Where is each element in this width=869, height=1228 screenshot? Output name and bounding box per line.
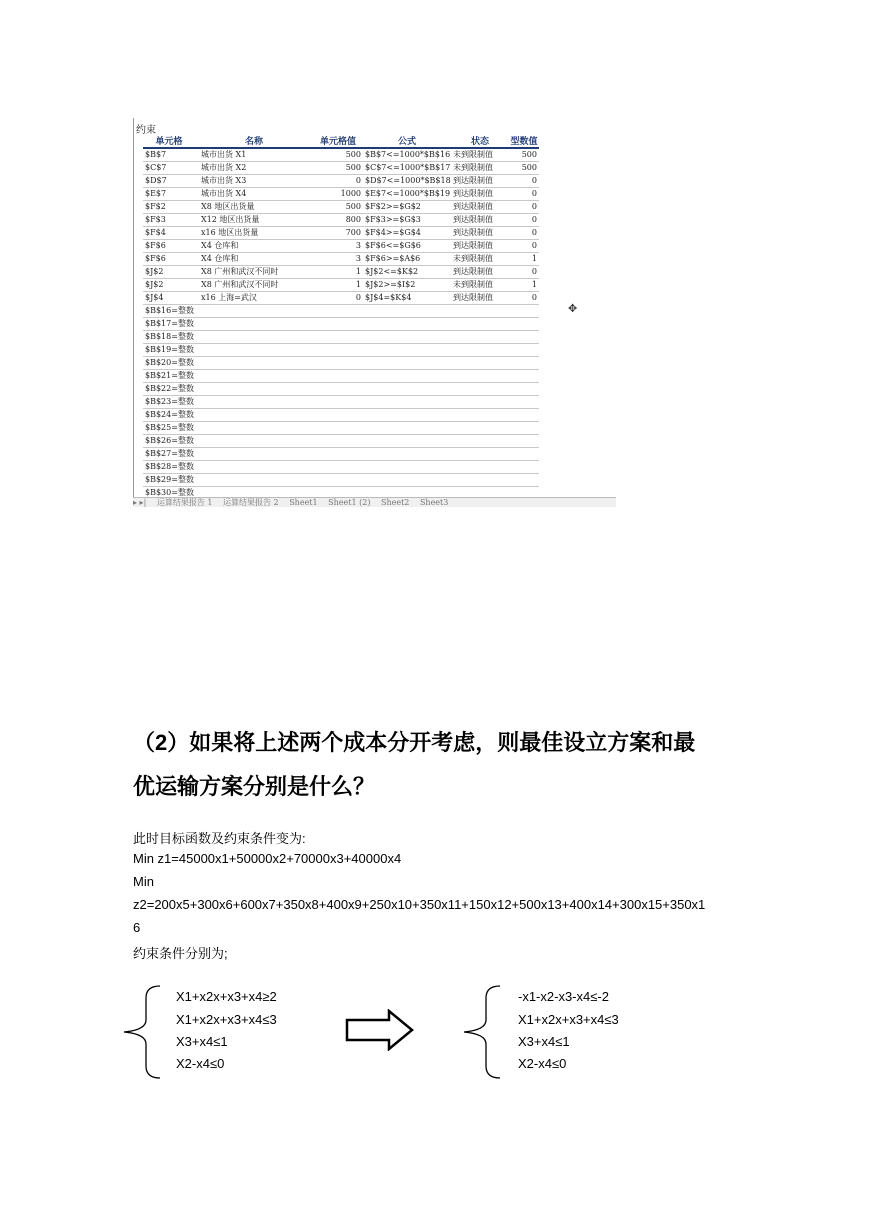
move-cursor-icon: ✥	[568, 303, 578, 315]
cell-status: 到达限制值	[451, 292, 509, 305]
sheet-tab-bar[interactable]	[133, 497, 616, 507]
sheet-row-header-edge	[133, 118, 134, 498]
cell-value: 1	[313, 266, 363, 279]
table-row	[143, 474, 539, 487]
col-header-cell: 单元格	[143, 134, 195, 148]
cell-status: 未到限制值	[451, 253, 509, 266]
cell-formula: $J$2<=$K$2	[363, 266, 451, 279]
sheet-tab[interactable]: 运算结果报告 2	[223, 498, 279, 507]
left-brace-icon	[120, 984, 164, 1080]
intro-text: 此时目标函数及约束条件变为:	[133, 831, 306, 846]
cell-formula: $F$2>=$G$2	[363, 201, 451, 214]
table-row	[143, 266, 539, 279]
cell-name: 城市出货 X4	[195, 188, 313, 201]
cell-ref: $F$2	[143, 201, 195, 214]
cell-slack: 0	[509, 188, 539, 201]
cell-formula: $F$3>=$G$3	[363, 214, 451, 227]
cell-formula: $J$4=$K$4	[363, 292, 451, 305]
left-constraint-4: X2-x4≤0	[176, 1056, 225, 1071]
sheet-tab[interactable]: Sheet3	[419, 498, 449, 507]
sheet-tab[interactable]: Sheet2	[380, 498, 410, 507]
right-constraint-2: X1+x2x+x3+x4≤3	[518, 1012, 619, 1027]
cell-value: 0	[313, 292, 363, 305]
cell-name: 城市出货 X2	[195, 162, 313, 175]
cell-name: X8 广州和武汉不同时	[195, 279, 313, 292]
cell-value: 800	[313, 214, 363, 227]
cell-status: 未到限制值	[451, 279, 509, 292]
integer-constraint: $B$26=整数	[143, 435, 539, 448]
question-heading-line-2: 优运输方案分别是什么？	[133, 774, 376, 799]
table-row	[143, 292, 539, 305]
constraints-label: 约束条件分别为;	[133, 946, 228, 961]
cell-formula: $F$6>=$A$6	[363, 253, 451, 266]
table-row	[143, 201, 539, 214]
cell-ref: $C$7	[143, 162, 195, 175]
table-row	[143, 422, 539, 435]
cell-name: X4 仓库和	[195, 240, 313, 253]
cell-value: 3	[313, 253, 363, 266]
table-header-row	[143, 134, 539, 148]
cell-value: 1	[313, 279, 363, 292]
table-row	[143, 331, 539, 344]
cell-ref: $J$4	[143, 292, 195, 305]
table-row	[143, 279, 539, 292]
cell-slack: 0	[509, 175, 539, 188]
sheet-title: 约束	[136, 125, 156, 136]
cell-slack: 1	[509, 253, 539, 266]
cell-slack: 0	[509, 214, 539, 227]
integer-constraint: $B$20=整数	[143, 357, 539, 370]
table-row	[143, 370, 539, 383]
objective-z1: Min z1=45000x1+50000x2+70000x3+40000x4	[133, 851, 402, 866]
cell-status: 到达限制值	[451, 266, 509, 279]
table-row	[143, 448, 539, 461]
col-header-slack: 型数值	[509, 134, 539, 148]
table-row	[143, 409, 539, 422]
cell-name: 城市出货 X3	[195, 175, 313, 188]
cell-value: 1000	[313, 188, 363, 201]
left-constraint-3: X3+x4≤1	[176, 1034, 228, 1049]
table-row	[143, 305, 539, 318]
col-header-status: 状态	[451, 134, 509, 148]
cell-slack: 1	[509, 279, 539, 292]
cell-ref: $J$2	[143, 279, 195, 292]
right-brace-icon	[460, 984, 504, 1080]
cell-slack: 0	[509, 201, 539, 214]
cell-ref: $F$6	[143, 240, 195, 253]
cell-slack: 0	[509, 240, 539, 253]
cell-ref: $D$7	[143, 175, 195, 188]
cell-formula: $B$7<=1000*$B$16	[363, 148, 451, 162]
right-constraint-4: X2-x4≤0	[518, 1056, 567, 1071]
cell-formula: $F$4>=$G$4	[363, 227, 451, 240]
cell-status: 到达限制值	[451, 175, 509, 188]
cell-name: 城市出货 X1	[195, 148, 313, 162]
left-constraint-1: X1+x2x+x3+x4≥2	[176, 989, 277, 1004]
objective-z2-min: Min	[133, 874, 154, 889]
cell-formula: $D$7<=1000*$B$18	[363, 175, 451, 188]
cell-status: 到达限制值	[451, 214, 509, 227]
table-row	[143, 357, 539, 370]
integer-constraint: $B$27=整数	[143, 448, 539, 461]
cell-ref: $F$4	[143, 227, 195, 240]
question-heading-line-1: （2）如果将上述两个成本分开考虑，则最佳设立方案和最	[133, 730, 696, 755]
cell-name: x16 上海=武汉	[195, 292, 313, 305]
table-row	[143, 227, 539, 240]
cell-name: X4 仓库和	[195, 253, 313, 266]
cell-status: 到达限制值	[451, 227, 509, 240]
cell-slack: 500	[509, 148, 539, 162]
sheet-tab[interactable]: Sheet1	[289, 498, 318, 507]
integer-constraint: $B$19=整数	[143, 344, 539, 357]
cell-formula: $C$7<=1000*$B$17	[363, 162, 451, 175]
cell-name: X8 地区出货量	[195, 201, 313, 214]
table-row	[143, 253, 539, 266]
integer-constraint: $B$23=整数	[143, 396, 539, 409]
cell-status: 到达限制值	[451, 240, 509, 253]
cell-formula: $F$6<=$G$6	[363, 240, 451, 253]
cell-formula: $E$7<=1000*$B$19	[363, 188, 451, 201]
table-row	[143, 461, 539, 474]
sheet-tab[interactable]: Sheet1 (2)	[328, 498, 371, 507]
right-constraint-3: X3+x4≤1	[518, 1034, 570, 1049]
integer-constraint: $B$25=整数	[143, 422, 539, 435]
solver-report-screenshot	[133, 118, 616, 506]
cell-value: 0	[313, 175, 363, 188]
objective-z2: z2=200x5+300x6+600x7+350x8+400x9+250x10+350x11+150x12+500x13+400x14+300x15+350x1	[133, 897, 706, 912]
cell-name: X8 广州和武汉不同时	[195, 266, 313, 279]
table-row	[143, 383, 539, 396]
table-row	[143, 188, 539, 201]
cell-name: x16 地区出货量	[195, 227, 313, 240]
cell-value: 700	[313, 227, 363, 240]
cell-name: X12 地区出货量	[195, 214, 313, 227]
constraints-table	[143, 134, 539, 500]
sheet-tab[interactable]: 运算结果报告 1	[156, 498, 213, 507]
cell-slack: 0	[509, 266, 539, 279]
integer-constraint: $B$16=整数	[143, 305, 539, 318]
table-row	[143, 344, 539, 357]
cell-status: 到达限制值	[451, 201, 509, 214]
cell-slack: 0	[509, 227, 539, 240]
table-row	[143, 214, 539, 227]
integer-constraint: $B$17=整数	[143, 318, 539, 331]
col-header-formula: 公式	[363, 134, 451, 148]
table-row	[143, 162, 539, 175]
cell-value: 500	[313, 201, 363, 214]
cell-ref: $F$6	[143, 253, 195, 266]
sheet-tab-nav[interactable]: ▸ ▸|	[133, 498, 147, 507]
table-row	[143, 148, 539, 162]
cell-value: 500	[313, 148, 363, 162]
cell-status: 到达限制值	[451, 188, 509, 201]
cell-slack: 500	[509, 162, 539, 175]
table-row	[143, 396, 539, 409]
cell-status: 未到限制值	[451, 148, 509, 162]
objective-z2-continued: 6	[133, 920, 141, 935]
cell-slack: 0	[509, 292, 539, 305]
cell-value: 500	[313, 162, 363, 175]
cell-formula: $J$2>=$I$2	[363, 279, 451, 292]
integer-constraint: $B$28=整数	[143, 461, 539, 474]
cell-value: 3	[313, 240, 363, 253]
integer-constraint: $B$18=整数	[143, 331, 539, 344]
col-header-name: 名称	[195, 134, 313, 148]
cell-ref: $E$7	[143, 188, 195, 201]
right-constraint-1: -x1-x2-x3-x4≤-2	[518, 989, 609, 1004]
integer-constraint: $B$29=整数	[143, 474, 539, 487]
table-row	[143, 240, 539, 253]
right-arrow-icon	[345, 1009, 415, 1051]
cell-ref: $J$2	[143, 266, 195, 279]
integer-constraint: $B$24=整数	[143, 409, 539, 422]
integer-constraint: $B$21=整数	[143, 370, 539, 383]
integer-constraint: $B$22=整数	[143, 383, 539, 396]
col-header-value: 单元格值	[313, 134, 363, 148]
integer-constraint: $B$30=整数	[143, 487, 539, 500]
cell-ref: $F$3	[143, 214, 195, 227]
table-row	[143, 435, 539, 448]
table-row	[143, 175, 539, 188]
left-constraint-2: X1+x2x+x3+x4≤3	[176, 1012, 277, 1027]
table-row	[143, 318, 539, 331]
cell-ref: $B$7	[143, 148, 195, 162]
cell-status: 未到限制值	[451, 162, 509, 175]
